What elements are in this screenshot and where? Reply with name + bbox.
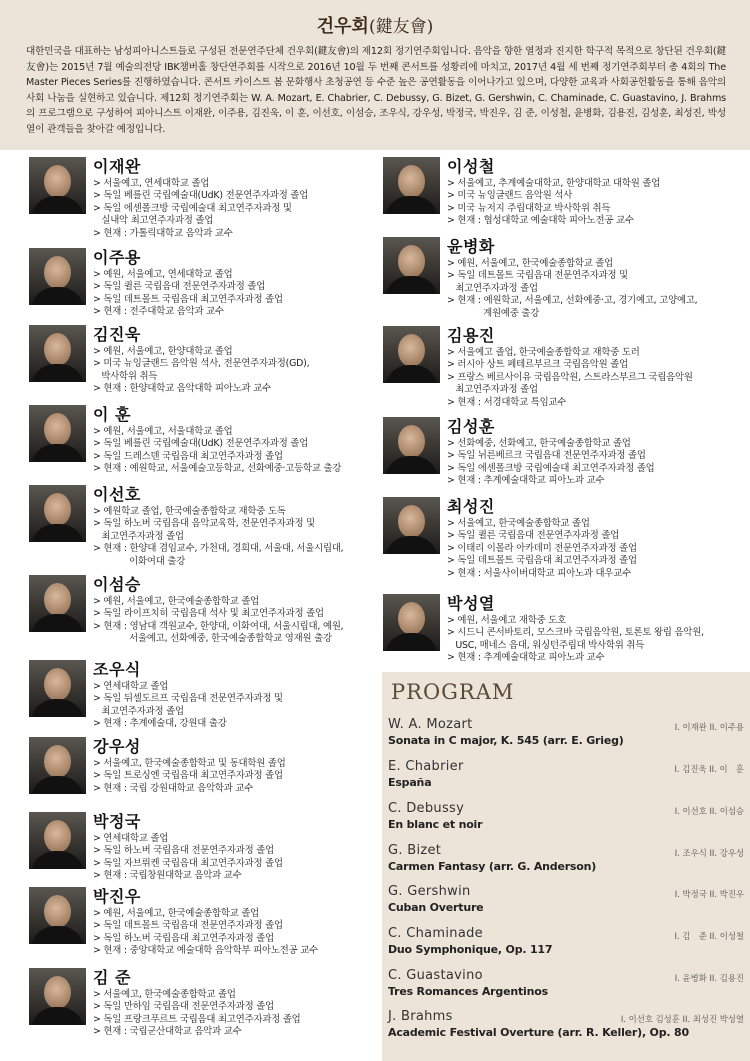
performer-bio (93, 178, 393, 240)
bio-line: > 예원, 서울예고, 서울대학교 졸업 (93, 426, 233, 437)
performer-photo (29, 248, 86, 305)
composer-name: W. A. Mozart (388, 717, 473, 732)
performer-photo (29, 325, 86, 382)
bio-line: > 독일 퀼른 국립음대 전문연주자과정 졸업 (93, 281, 266, 293)
header (0, 0, 750, 150)
performer-bio (447, 258, 747, 320)
performer-name: 이섬승 (93, 575, 141, 594)
performer-bio (93, 681, 393, 731)
bio-line: > 현재 : 서경대학교 특임교수 (447, 396, 567, 408)
composer-name: C. Debussy (388, 801, 465, 816)
bio-line: > 예원, 서울예고 재학중 도호 (447, 615, 566, 626)
bio-line: > 프랑스 베르사이유 국립음악원, 스트라스부르그 국립음악원 (447, 371, 693, 383)
bio-line: > 독일 만하임 국립음대 전문연주자과정 졸업 (93, 1001, 274, 1013)
performer-name: 김 준 (93, 968, 131, 987)
work-title: Academic Festival Overture (arr. R. Keller), Op. 80 (388, 1026, 689, 1039)
page-title (0, 12, 750, 38)
bio-line: > 현재 : 가톨릭대학교 음악과 교수 (93, 227, 233, 239)
bio-line: > 이태리 이몰라 아카데미 전문연주자과정 졸업 (447, 542, 637, 554)
bio-line: 이화여대 출강 (93, 555, 186, 567)
bio-line: > 현재 : 전주대학교 음악과 교수 (93, 306, 224, 318)
bio-line: > 현재 : 추계예술대, 강원대 출강 (93, 718, 227, 730)
performer-bio (93, 989, 393, 1039)
performer-name: 김성훈 (447, 417, 495, 436)
performer-name: 이성철 (447, 157, 495, 176)
performer-bio (447, 518, 747, 580)
program-performers: I. 김 준 II. 이성철 (674, 931, 744, 941)
bio-line: > 독일 트로싱엔 국립음대 최고연주자과정 졸업 (93, 770, 283, 782)
bio-line: > 연세대학교 졸업 (93, 833, 169, 844)
bio-line: > 독일 데트몰트 국립음대 최고연주자과정 졸업 (93, 293, 283, 305)
work-title: Sonata in C major, K. 545 (arr. E. Grieg) (388, 734, 624, 747)
title-hanja: (鍵友會) (368, 17, 434, 37)
work-title: En blanc et noir (388, 818, 483, 831)
work-title: Carmen Fantasy (arr. G. Anderson) (388, 860, 597, 873)
bio-line: > 독일 라이프치히 국립음대 석사 및 최고연주자과정 졸업 (93, 608, 324, 620)
bio-line: > 독일 에센폴크방 국립예술대 최고연주자과정 졸업 (447, 462, 655, 474)
performer-bio (93, 269, 393, 319)
bio-line: > 현재 : 국립 강원대학교 음악학과 교수 (93, 782, 254, 794)
program-performers: I. 이재완 II. 이주용 (674, 722, 744, 732)
program-performers: I. 조우식 II. 강우성 (674, 848, 744, 858)
performer-name: 이주용 (93, 248, 141, 267)
performer-photo (383, 237, 440, 294)
performer-photo (383, 157, 440, 214)
bio-line: > 예원, 서울예고, 연세대학교 졸업 (93, 269, 233, 280)
performer-name: 윤병화 (447, 237, 495, 256)
performer-bio (93, 506, 393, 568)
bio-line: 최고연주자과정 졸업 (93, 705, 184, 717)
performer-name: 조우식 (93, 660, 141, 679)
bio-line: 최고연주자과정 졸업 (447, 282, 538, 294)
composer-name: J. Brahms (388, 1009, 453, 1024)
bio-line: > 독일 뉘른베르크 국립음대 전문연주자과정 졸업 (447, 450, 646, 462)
performer-bio (447, 438, 747, 488)
composer-name: G. Bizet (388, 843, 442, 858)
bio-line: > 현재 : 예원학교, 서울예술고등학교, 선화예중·고등학교 출강 (93, 463, 342, 475)
bio-line: > 독일 퀼른 국립음대 전문연주자과정 졸업 (447, 530, 620, 542)
bio-line: > 독일 베를린 국립예술대(UdK) 전문연주자과정 졸업 (93, 438, 309, 450)
bio-line: > 독일 하노버 국립음대 최고연주자과정 졸업 (93, 932, 274, 944)
performer-name: 강우성 (93, 737, 141, 756)
performer-photo (383, 497, 440, 554)
performer-photo (29, 812, 86, 869)
performer-bio (447, 178, 747, 228)
bio-line: > 미국 뉴잉글랜드 음악원 석사 (447, 190, 573, 202)
bio-line: > 선화예중, 선화예고, 한국예술종합학교 졸업 (447, 438, 631, 449)
bio-line: > 미국 뉴잉글랜드 음악원 석사, 전문연주자과정(GD), (93, 358, 310, 370)
intro-paragraph: 대한민국을 대표하는 남성피아니스트들로 구성된 전문연주단체 건우회(鍵友會)의 제12회 정기연주회입니다. 음악을 향한 열정과 진지한 학구적 목적으로 창단된 건우회(鍵友會)는 2015년 7월 예술의전당 IBK챔버홀 창단연주회를 시작으로 2016년 10월 두 번째 콘서트를 성황리에 마치고, 2017년 4월 세 번째 정기연주회부터 총 4회의 The Master Pieces Series를 진행하였습니다. 콘서트 카이스트 봄 문화행사 초청공연 등 수준 높은 공연활동을 이어나가고 있으며, 다양한 교육과 사회공헌활동을 통해 음악의 사회 나눔을 실현하고 있습니다. 제12회 정기연주회는 W. A. Mozart, E. Chabrier, C. Debussy, G. Bizet, G. Gershwin, C. Chaminade, C. Guastavino, J. Brahms의 프로그램으로 구성하여 피아니스트 이재완, 이주용, 김진욱, 이 훈, 이선호, 이섬승, 조우식, 강우성, 박정국, 박진우, 김 준, 이성철, 윤병화, 김용진, 김성훈, 최성진, 박성열이 관객들을 찾아갈 예정입니다. (26, 46, 726, 135)
bio-line: > 서울예고, 한국예술종합학교 졸업 (93, 989, 236, 1000)
performer-bio (93, 908, 393, 958)
performer-name: 박정국 (93, 812, 141, 831)
bio-line: 박사학위 취득 (93, 370, 158, 382)
bio-line: 최고연주자과정 졸업 (93, 530, 184, 542)
bio-line: > 예원학교 졸업, 한국예술종합학교 재학중 도독 (93, 506, 286, 517)
bio-line: > 현재 : 추계예술대학교 피아노과 교수 (447, 475, 605, 487)
bio-line: > 서울예고 졸업, 한국예술종합학교 재학중 도러 (447, 347, 640, 358)
performer-photo (29, 887, 86, 944)
bio-line: > 현재 : 국립창원대학교 음악과 교수 (93, 870, 242, 882)
performer-photo (29, 405, 86, 462)
performer-bio (447, 347, 747, 409)
bio-line: > 현재 : 서울사이버대학교 피아노과 대우교수 (447, 567, 631, 579)
performer-photo (29, 660, 86, 717)
bio-line: > 독일 데트몰트 국립음대 전문연주자과정 졸업 (93, 920, 283, 932)
program-performers: I. 이선호 김성훈 II. 최성진 박성열 (620, 1014, 744, 1024)
program-box (382, 672, 750, 1061)
bio-line: > 독일 데트몰트 국립음대 전문연주자과정 및 (447, 270, 628, 282)
bio-line: > 독일 드레스덴 국립음대 최고연주자과정 졸업 (93, 450, 283, 462)
performer-photo (29, 485, 86, 542)
bio-line: > 현재 : 한양대학교 음악대학 피아노과 교수 (93, 383, 271, 395)
bio-line: > 예원, 서울예고, 한국예술종합학교 졸업 (93, 908, 260, 919)
composer-name: C. Chaminade (388, 926, 483, 941)
bio-line: > 현재 : 중앙대학교 예술대학 음악학부 피아노전공 교수 (93, 945, 318, 957)
bio-line: > 독일 뒤셀도르프 국립음대 전문연주자과정 및 (93, 693, 283, 705)
bio-line: > 서울예고, 추계예술대학교, 한양대학교 대학원 졸업 (447, 178, 661, 189)
program-title: PROGRAM (391, 680, 515, 704)
bio-line: > 러시아 상트 페테르부르크 국립음악원 졸업 (447, 359, 628, 371)
bio-line: > 미국 뉴저지 주립대학교 박사학위 취득 (447, 202, 611, 214)
bio-line: > 예원, 서울예고, 한양대학교 졸업 (93, 346, 233, 357)
bio-line: > 독일 데트몰트 국립음대 최고연주자과정 졸업 (447, 555, 637, 567)
bio-line: USC, 매네스 음대, 워싱턴주립대 박사학위 취득 (447, 639, 645, 651)
bio-line: > 독일 베를린 국립예술대(UdK) 전문연주자과정 졸업 (93, 190, 309, 202)
performer-photo (29, 575, 86, 632)
bio-line: > 현재 : 추계예술대학교 피아노과 교수 (447, 652, 605, 664)
performer-bio (93, 833, 393, 883)
program-performers: I. 이선호 II. 이섬승 (674, 806, 744, 816)
performer-photo (383, 326, 440, 383)
work-title: España (388, 776, 432, 789)
performer-photo (383, 417, 440, 474)
composer-name: E. Chabrier (388, 759, 464, 774)
bio-line: > 예원, 서울예고, 한국예술종합학교 졸업 (447, 258, 614, 269)
bio-line: 최고연주자과정 졸업 (447, 384, 538, 396)
composer-name: G. Gershwin (388, 884, 471, 899)
performer-bio (93, 346, 393, 396)
performer-photo (383, 594, 440, 651)
performer-name: 김진욱 (93, 325, 141, 344)
performer-name: 최성진 (447, 497, 495, 516)
performer-name: 박성열 (447, 594, 495, 613)
composer-name: C. Guastavino (388, 968, 483, 983)
bio-line: > 독일 하노버 국립음대 전문연주자과정 졸업 (93, 845, 274, 857)
title-main: 건우회 (316, 16, 369, 37)
performer-photo (29, 737, 86, 794)
bio-line: 계원예중 출강 (447, 307, 540, 319)
bio-line: > 현재 : 한양대 겸임교수, 가천대, 경희대, 서울대, 서울시립대, (93, 543, 344, 555)
bio-line: > 독일 프랑크푸르트 국립음대 최고연주자과정 졸업 (93, 1013, 301, 1025)
bio-line: > 독일 에센폴크방 국립예술대 최고연주자과정 및 (93, 202, 292, 214)
bio-line: > 서울예고, 한국예술종합학교 및 동대학원 졸업 (93, 758, 286, 769)
performer-bio (447, 615, 747, 665)
bio-line: > 현재 : 예원학교, 서울예고, 선화예중·고, 경기예고, 고양예고, (447, 295, 698, 307)
bio-line: > 현재 : 영남대 객원교수, 한양대, 이화여대, 서울시립대, 예원, (93, 620, 344, 632)
performer-photo (29, 968, 86, 1025)
performer-name: 박진우 (93, 887, 141, 906)
performer-name: 이선호 (93, 485, 141, 504)
bio-line: > 독일 자브뤼켄 국립음대 최고연주자과정 졸업 (93, 857, 283, 869)
bio-line: > 현재 : 협성대학교 예술대학 피아노전공 교수 (447, 215, 634, 227)
program-performers: I. 박정국 II. 박진우 (674, 889, 744, 899)
work-title: Cuban Overture (388, 901, 484, 914)
performer-photo (29, 157, 86, 214)
work-title: Tres Romances Argentinos (388, 985, 548, 998)
performer-bio (93, 426, 393, 476)
performer-name: 이 훈 (93, 405, 131, 424)
bio-line: 서울예고, 선화예중, 한국예술종합학교 영재원 출강 (93, 633, 332, 645)
bio-line: > 서울예고, 한국예술종합학교 졸업 (447, 518, 590, 529)
bio-line: > 예원, 서울예고, 한국예술종합학교 졸업 (93, 596, 260, 607)
bio-line: > 서울예고, 연세대학교 졸업 (93, 178, 210, 189)
bio-line: > 연세대학교 졸업 (93, 681, 169, 692)
performer-name: 김용진 (447, 326, 495, 345)
performer-name: 이재완 (93, 157, 141, 176)
bio-line: > 독일 하노버 국립음대 음악교육학, 전문연주자과정 및 (93, 518, 315, 530)
program-performers: I. 윤병화 II. 김용진 (674, 973, 744, 983)
work-title: Duo Symphonique, Op. 117 (388, 943, 553, 956)
bio-line: 실내악 최고연주자과정 졸업 (93, 215, 214, 227)
program-performers: I. 김진욱 II. 이 훈 (674, 764, 744, 774)
performer-bio (93, 596, 393, 646)
bio-line: > 시드니 콘서바토리, 모스크바 국립음악원, 토론토 왕립 음악원, (447, 627, 704, 639)
bio-line: > 현재 : 국립군산대학교 음악과 교수 (93, 1026, 242, 1038)
performer-bio (93, 758, 393, 795)
